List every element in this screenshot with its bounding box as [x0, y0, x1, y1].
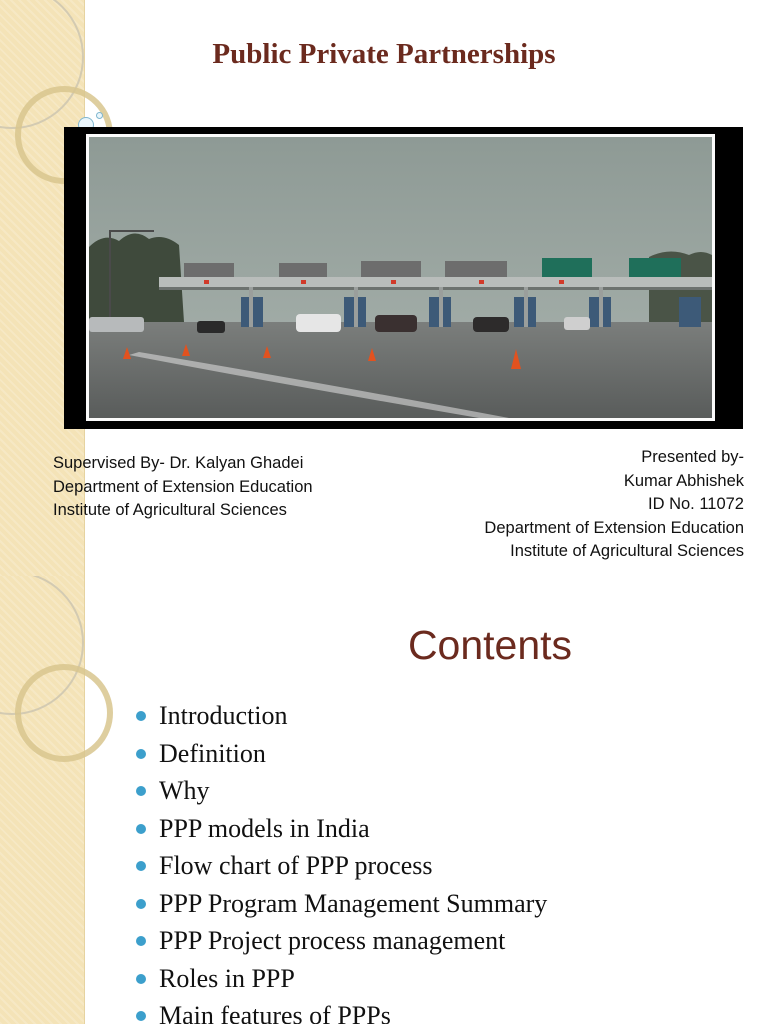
list-item: PPP models in India	[134, 810, 547, 848]
supervisor-institute: Institute of Agricultural Sciences	[53, 501, 287, 519]
bullet-icon	[136, 899, 146, 909]
supervisor-name: Supervised By- Dr. Kalyan Ghadei	[53, 454, 304, 472]
supervisor-department: Department of Extension Education	[53, 477, 313, 496]
decorative-bubble	[96, 112, 103, 119]
presenter-block	[484, 446, 744, 564]
bullet-icon	[136, 786, 146, 796]
list-item: PPP Program Management Summary	[134, 885, 547, 923]
photo-mat	[86, 134, 715, 421]
list-item: Roles in PPP	[134, 960, 547, 998]
supervisor-block	[53, 452, 313, 523]
list-item: Definition	[134, 735, 547, 773]
list-item: Main features of PPPs	[134, 997, 547, 1024]
list-item: Why	[134, 772, 547, 810]
bullet-icon	[136, 936, 146, 946]
contents-list	[134, 697, 547, 1024]
list-item: PPP Project process management	[134, 922, 547, 960]
bullet-icon	[136, 749, 146, 759]
list-item: Introduction	[134, 697, 547, 735]
presenter-name: Kumar Abhishek	[623, 471, 744, 490]
bullet-icon	[136, 1011, 146, 1021]
bullet-icon	[136, 861, 146, 871]
contents-title: Contents	[407, 622, 573, 668]
photo-frame	[64, 127, 743, 429]
presenter-institute: Institute of Agricultural Sciences	[510, 542, 744, 560]
presented-by-label: Presented by-	[641, 448, 744, 466]
bullet-icon	[136, 711, 146, 721]
presenter-department: Department of Extension Education	[484, 518, 744, 537]
slide-title: Public Private Partnerships	[212, 38, 556, 70]
toll-plaza-photo	[89, 137, 712, 418]
decorative-side-band	[0, 576, 85, 1024]
bullet-icon	[136, 974, 146, 984]
list-item: Flow chart of PPP process	[134, 847, 547, 885]
contents-slide	[0, 576, 768, 1024]
bullet-icon	[136, 824, 146, 834]
presenter-id: ID No. 11072	[647, 495, 744, 513]
decorative-ring	[15, 664, 113, 762]
